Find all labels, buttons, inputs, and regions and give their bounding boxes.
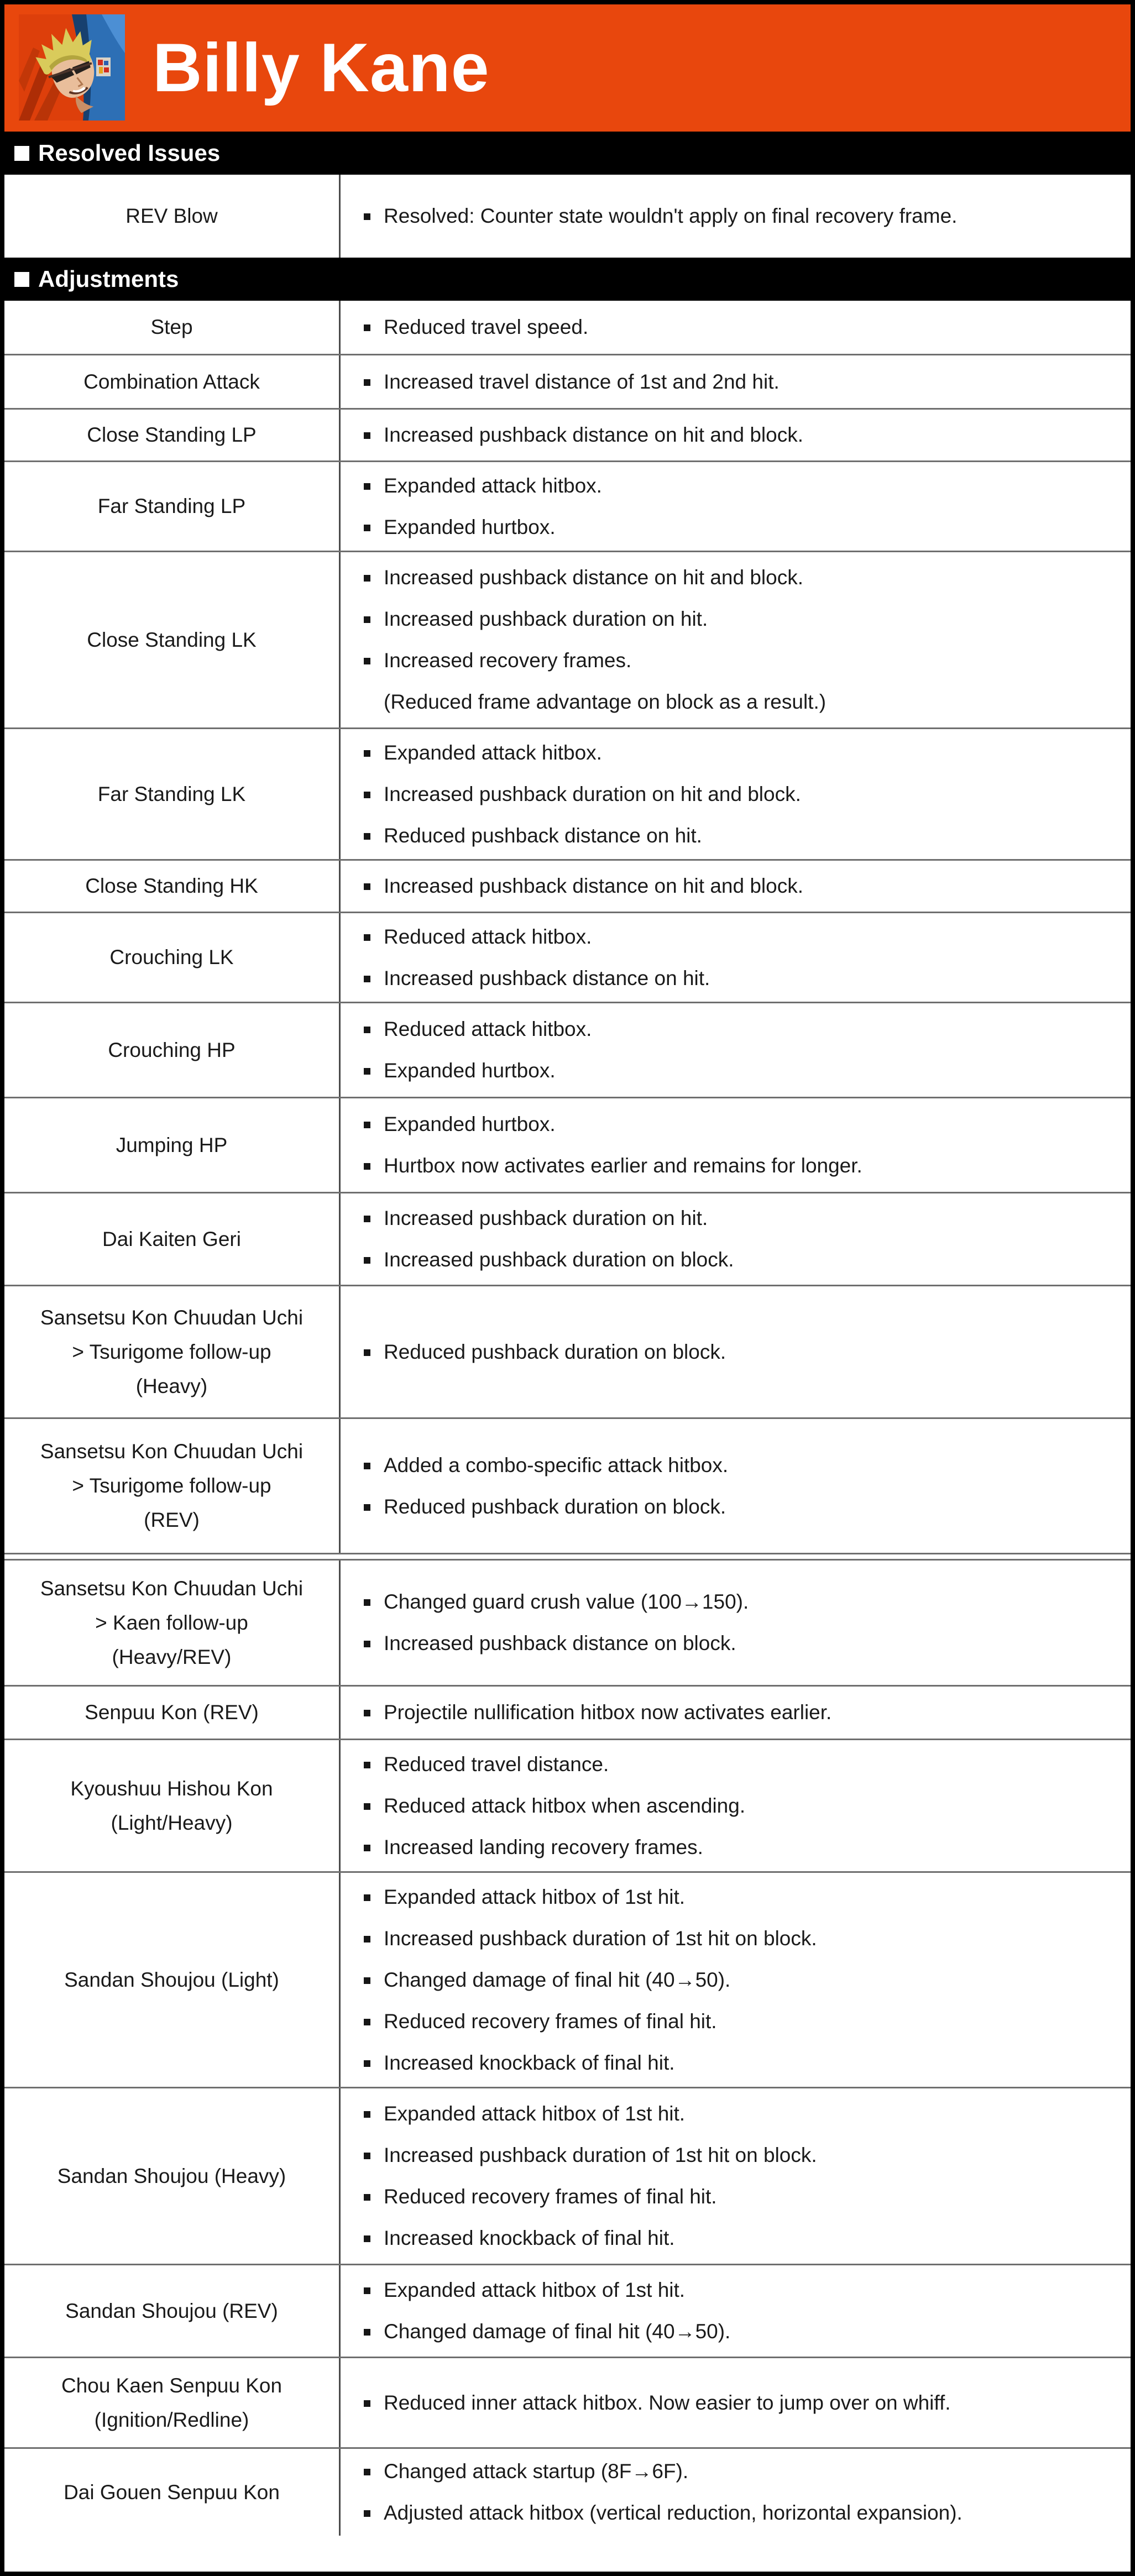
note-text: Reduced pushback distance on hit. — [384, 824, 702, 847]
move-name-cell — [4, 1003, 341, 1097]
bullet-icon — [364, 792, 370, 798]
bullet-icon — [364, 432, 370, 439]
move-name-line: Far Standing LK — [97, 782, 246, 805]
move-name-line: Close Standing HK — [85, 875, 258, 897]
bullet-icon — [364, 2400, 370, 2407]
note-text: Changed guard crush value (100→150). — [384, 1590, 749, 1613]
note-line — [364, 1926, 1114, 1951]
bullet-icon — [364, 1803, 370, 1810]
note-line — [364, 2050, 1114, 2076]
move-name-line: Sandan Shoujou (REV) — [65, 2299, 278, 2322]
note-line — [364, 873, 1114, 899]
notes-cell — [341, 1740, 1131, 1871]
notes-cell — [341, 1098, 1131, 1192]
note-text: Reduced recovery frames of final hit. — [384, 2009, 717, 2033]
table-row — [4, 2357, 1131, 2447]
note-line — [364, 2277, 1114, 2303]
move-name-line: Crouching HP — [108, 1038, 236, 1061]
bullet-icon — [364, 1163, 370, 1170]
move-name-line: Close Standing LK — [87, 628, 257, 651]
note-line — [364, 1589, 1114, 1615]
note-line — [364, 515, 1114, 540]
table-row — [4, 912, 1131, 1002]
note-line — [364, 422, 1114, 448]
table-row — [4, 1739, 1131, 1871]
table-row — [4, 301, 1131, 354]
note-text: Reduced attack hitbox. — [384, 1018, 592, 1040]
notes-cell — [341, 175, 1131, 258]
bullet-icon — [364, 1027, 370, 1033]
table-row — [4, 2087, 1131, 2264]
resolved-issues-bar — [4, 132, 1131, 175]
note-line — [364, 1247, 1114, 1273]
bullet-icon — [364, 616, 370, 623]
note-line — [364, 648, 1114, 673]
bullet-icon — [364, 379, 370, 386]
move-name-cell — [4, 410, 341, 460]
note-text: Reduced travel distance. — [384, 1752, 609, 1776]
note-text: Reduced travel speed. — [384, 316, 589, 338]
bullet-icon — [364, 1068, 370, 1075]
move-name-line: Sansetsu Kon Chuudan Uchi — [40, 1306, 304, 1329]
bullet-icon — [364, 2235, 370, 2242]
move-name-cell — [4, 1740, 341, 1871]
notes-cell — [341, 1561, 1131, 1685]
move-name-cell — [4, 729, 341, 859]
move-name-line: (Light/Heavy) — [111, 1811, 233, 1834]
table-row — [4, 2264, 1131, 2357]
note-text: Added a combo-specific attack hitbox. — [384, 1453, 729, 1477]
table-row — [4, 175, 1131, 258]
bullet-icon — [364, 2153, 370, 2159]
table-row — [4, 1561, 1131, 1685]
move-name-line: (REV) — [144, 1509, 200, 1531]
notes-cell — [341, 355, 1131, 408]
note-line — [364, 740, 1114, 766]
move-name-cell — [4, 1098, 341, 1192]
move-name-cell — [4, 913, 341, 1002]
notes-cell — [341, 1286, 1131, 1417]
move-name-line: REV Blow — [125, 205, 218, 227]
notes-cell — [341, 462, 1131, 551]
note-line — [364, 315, 1114, 340]
note-line — [364, 689, 1114, 715]
bullet-icon — [364, 2019, 370, 2025]
move-name-line: Crouching LK — [109, 946, 234, 968]
note-line — [364, 2009, 1114, 2034]
notes-cell — [341, 2088, 1131, 2264]
notes-cell — [341, 1687, 1131, 1739]
move-name-line: Sansetsu Kon Chuudan Uchi — [40, 1440, 304, 1463]
table-row — [4, 1285, 1131, 1417]
move-name-cell — [4, 1873, 341, 2087]
notes-cell — [341, 301, 1131, 354]
bullet-icon — [364, 1641, 370, 1647]
bullet-icon — [364, 324, 370, 331]
section-title: Adjustments — [38, 266, 179, 292]
note-line — [364, 565, 1114, 590]
table-row — [4, 1871, 1131, 2087]
character-header — [4, 4, 1131, 132]
note-text: Reduced inner attack hitbox. Now easier to jump over on whiff. — [384, 2391, 951, 2414]
bullet-icon — [364, 1710, 370, 1716]
move-name-cell — [4, 2449, 341, 2536]
bullet-icon — [364, 483, 370, 490]
note-line — [364, 782, 1114, 807]
section-resolved-issues — [4, 132, 1131, 258]
note-line — [364, 1700, 1114, 1725]
notes-cell — [341, 1419, 1131, 1553]
note-text: Increased pushback duration on hit. — [384, 608, 708, 630]
notes-cell — [341, 1873, 1131, 2087]
move-name-line: Sandan Shoujou (Light) — [64, 1968, 279, 1991]
move-name-cell — [4, 175, 341, 258]
bullet-icon — [364, 213, 370, 220]
bullet-icon — [364, 1463, 370, 1469]
move-name-cell — [4, 301, 341, 354]
jacket-emblem — [96, 57, 111, 76]
move-name-cell — [4, 1193, 341, 1285]
note-text: Increased pushback duration of 1st hit on block. — [384, 2144, 817, 2166]
bullet-icon — [364, 2510, 370, 2517]
table-row — [4, 460, 1131, 551]
note-line — [364, 1017, 1114, 1042]
double-row-divider — [4, 1553, 1131, 1561]
note-text: Expanded attack hitbox of 1st hit. — [384, 2102, 686, 2125]
notes-cell — [341, 2449, 1131, 2536]
notes-cell — [341, 1003, 1131, 1097]
table-row — [4, 1192, 1131, 1285]
note-line — [364, 2184, 1114, 2210]
move-name-cell — [4, 2088, 341, 2264]
note-text: Reduced recovery frames of final hit. — [384, 2185, 717, 2208]
note-text: Expanded attack hitbox. — [384, 474, 602, 497]
note-line — [364, 823, 1114, 849]
bullet-icon — [364, 833, 370, 840]
note-text: Reduced attack hitbox when ascending. — [384, 1794, 746, 1817]
move-name-cell — [4, 552, 341, 727]
resolved-issues-table — [4, 175, 1131, 258]
bullet-icon — [364, 1257, 370, 1264]
notes-cell — [341, 729, 1131, 859]
note-text: Projectile nullification hitbox now activates earlier. — [384, 1701, 832, 1724]
move-name-line: (Ignition/Redline) — [94, 2408, 249, 2431]
note-text: Expanded attack hitbox of 1st hit. — [384, 1885, 686, 1908]
note-text: Expanded hurtbox. — [384, 1113, 556, 1135]
note-line — [364, 2101, 1114, 2127]
note-text: Hurtbox now activates earlier and remains for longer. — [384, 1154, 862, 1177]
note-text: Increased pushback duration on hit and block. — [384, 782, 801, 805]
bullet-icon — [364, 2194, 370, 2201]
note-text: Expanded attack hitbox of 1st hit. — [384, 2279, 686, 2301]
note-line — [364, 1835, 1114, 1860]
move-name-cell — [4, 1561, 341, 1685]
note-text: Increased landing recovery frames. — [384, 1835, 703, 1858]
move-name-cell — [4, 1286, 341, 1417]
bullet-icon — [364, 2469, 370, 2475]
move-name-cell — [4, 1687, 341, 1739]
table-row — [4, 408, 1131, 460]
note-line — [364, 2143, 1114, 2168]
note-text: (Reduced frame advantage on block as a result.) — [384, 690, 827, 713]
bullet-icon — [364, 1599, 370, 1606]
move-name-line: Chou Kaen Senpuu Kon — [61, 2374, 283, 2397]
move-name-line: Close Standing LP — [87, 423, 257, 446]
table-row — [4, 1002, 1131, 1097]
table-row — [4, 2447, 1131, 2536]
note-line — [364, 1793, 1114, 1819]
character-portrait — [19, 14, 125, 121]
section-marker-icon — [14, 146, 29, 161]
notes-cell — [341, 2358, 1131, 2447]
note-line — [364, 1339, 1114, 1365]
move-name-cell — [4, 1419, 341, 1553]
note-line — [364, 203, 1114, 229]
note-text: Increased knockback of final hit. — [384, 2227, 675, 2249]
table-row — [4, 551, 1131, 727]
notes-cell — [341, 913, 1131, 1002]
note-text: Increased pushback duration on hit. — [384, 1207, 708, 1229]
move-name-line: Dai Kaiten Geri — [102, 1227, 241, 1250]
section-title: Resolved Issues — [38, 140, 221, 166]
note-line — [364, 2500, 1114, 2526]
move-name-line: Jumping HP — [116, 1133, 228, 1156]
notes-cell — [341, 861, 1131, 912]
bullet-icon — [364, 2287, 370, 2294]
note-text: Changed damage of final hit (40→50). — [384, 2320, 731, 2343]
note-line — [364, 1058, 1114, 1083]
bullet-icon — [364, 658, 370, 664]
bullet-icon — [364, 934, 370, 941]
note-text: Increased pushback distance on block. — [384, 1632, 736, 1654]
move-name-line: Kyoushuu Hishou Kon — [70, 1777, 273, 1800]
move-name-line: Senpuu Kon (REV) — [85, 1701, 259, 1724]
note-text: Expanded attack hitbox. — [384, 741, 602, 764]
bullet-icon — [364, 1504, 370, 1511]
bullet-icon — [364, 883, 370, 890]
note-text: Reduced pushback duration on block. — [384, 1495, 726, 1518]
move-name-cell — [4, 861, 341, 912]
bullet-icon — [364, 1936, 370, 1943]
table-row — [4, 859, 1131, 912]
move-name-line: Dai Gouen Senpuu Kon — [64, 2480, 280, 2504]
note-text: Reduced pushback duration on block. — [384, 1340, 726, 1363]
note-text: Reduced attack hitbox. — [384, 925, 592, 948]
note-line — [364, 2390, 1114, 2416]
note-line — [364, 1631, 1114, 1656]
move-name-line: (Heavy/REV) — [112, 1645, 232, 1668]
note-line — [364, 606, 1114, 632]
table-row — [4, 727, 1131, 859]
bullet-icon — [364, 1349, 370, 1356]
bullet-icon — [364, 750, 370, 757]
move-name-line: > Kaen follow-up — [95, 1611, 248, 1634]
note-text: Expanded hurtbox. — [384, 1059, 556, 1082]
bullet-icon — [364, 575, 370, 582]
note-line — [364, 1884, 1114, 1910]
table-row — [4, 1417, 1131, 1553]
move-name-line: Step — [150, 316, 193, 338]
move-name-line: Sandan Shoujou (Heavy) — [57, 2164, 286, 2187]
note-text: Increased travel distance of 1st and 2nd hit. — [384, 370, 780, 393]
move-name-line: > Tsurigome follow-up — [72, 1340, 271, 1363]
bullet-icon — [364, 1845, 370, 1851]
bullet-icon — [364, 1977, 370, 1984]
note-line — [364, 1453, 1114, 1478]
note-line — [364, 966, 1114, 991]
note-text: Increased pushback duration on block. — [384, 1248, 734, 1271]
move-name-line: (Heavy) — [135, 1374, 208, 1397]
note-text: Increased pushback distance on hit and block. — [384, 423, 803, 446]
table-row — [4, 354, 1131, 408]
note-line — [364, 2459, 1114, 2484]
notes-cell — [341, 552, 1131, 727]
note-line — [364, 1153, 1114, 1179]
section-marker-icon — [14, 272, 29, 287]
move-name-line: Sansetsu Kon Chuudan Uchi — [40, 1577, 304, 1600]
table-row — [4, 1097, 1131, 1192]
bullet-icon — [364, 1122, 370, 1128]
bullet-icon — [364, 976, 370, 982]
note-line — [364, 1967, 1114, 1993]
note-line — [364, 1206, 1114, 1231]
bullet-icon — [364, 1894, 370, 1901]
move-name-cell — [4, 462, 341, 551]
note-text: Adjusted attack hitbox (vertical reduction, horizontal expansion). — [384, 2501, 963, 2524]
move-name-line: Far Standing LP — [97, 495, 246, 517]
move-name-cell — [4, 355, 341, 408]
notes-cell — [341, 410, 1131, 460]
note-text: Increased pushback distance on hit and block. — [384, 875, 803, 897]
note-line — [364, 369, 1114, 395]
note-text: Increased recovery frames. — [384, 649, 632, 672]
note-line — [364, 1494, 1114, 1520]
note-line — [364, 1752, 1114, 1777]
note-text: Increased knockback of final hit. — [384, 2051, 675, 2074]
bullet-icon — [364, 2060, 370, 2067]
bullet-icon — [364, 1762, 370, 1768]
notes-cell — [341, 1193, 1131, 1285]
bullet-icon — [364, 2329, 370, 2336]
note-text: Expanded hurtbox. — [384, 515, 556, 538]
adjustments-table — [4, 301, 1131, 2536]
note-line — [364, 2319, 1114, 2344]
bullet-icon — [364, 2111, 370, 2118]
table-row — [4, 1685, 1131, 1739]
character-name-title: Billy Kane — [153, 30, 490, 106]
bullet-icon — [364, 1216, 370, 1222]
move-name-line: > Tsurigome follow-up — [72, 1474, 271, 1497]
note-text: Increased pushback duration of 1st hit on block. — [384, 1926, 817, 1950]
bullet-icon — [364, 525, 370, 531]
note-text: Resolved: Counter state wouldn't apply on final recovery frame. — [384, 205, 958, 227]
move-name-cell — [4, 2358, 341, 2447]
note-line — [364, 2226, 1114, 2251]
note-line — [364, 1112, 1114, 1137]
notes-cell — [341, 2265, 1131, 2357]
move-name-line: Combination Attack — [83, 370, 260, 393]
note-line — [364, 924, 1114, 950]
portrait-art — [19, 14, 125, 121]
note-text: Changed damage of final hit (40→50). — [384, 1968, 731, 1991]
adjustments-bar — [4, 258, 1131, 301]
move-name-cell — [4, 2265, 341, 2357]
note-text: Changed attack startup (8F→6F). — [384, 2460, 689, 2483]
note-line — [364, 473, 1114, 499]
note-text: Increased pushback distance on hit. — [384, 966, 710, 989]
section-adjustments — [4, 258, 1131, 2536]
note-text: Increased pushback distance on hit and block. — [384, 566, 803, 589]
